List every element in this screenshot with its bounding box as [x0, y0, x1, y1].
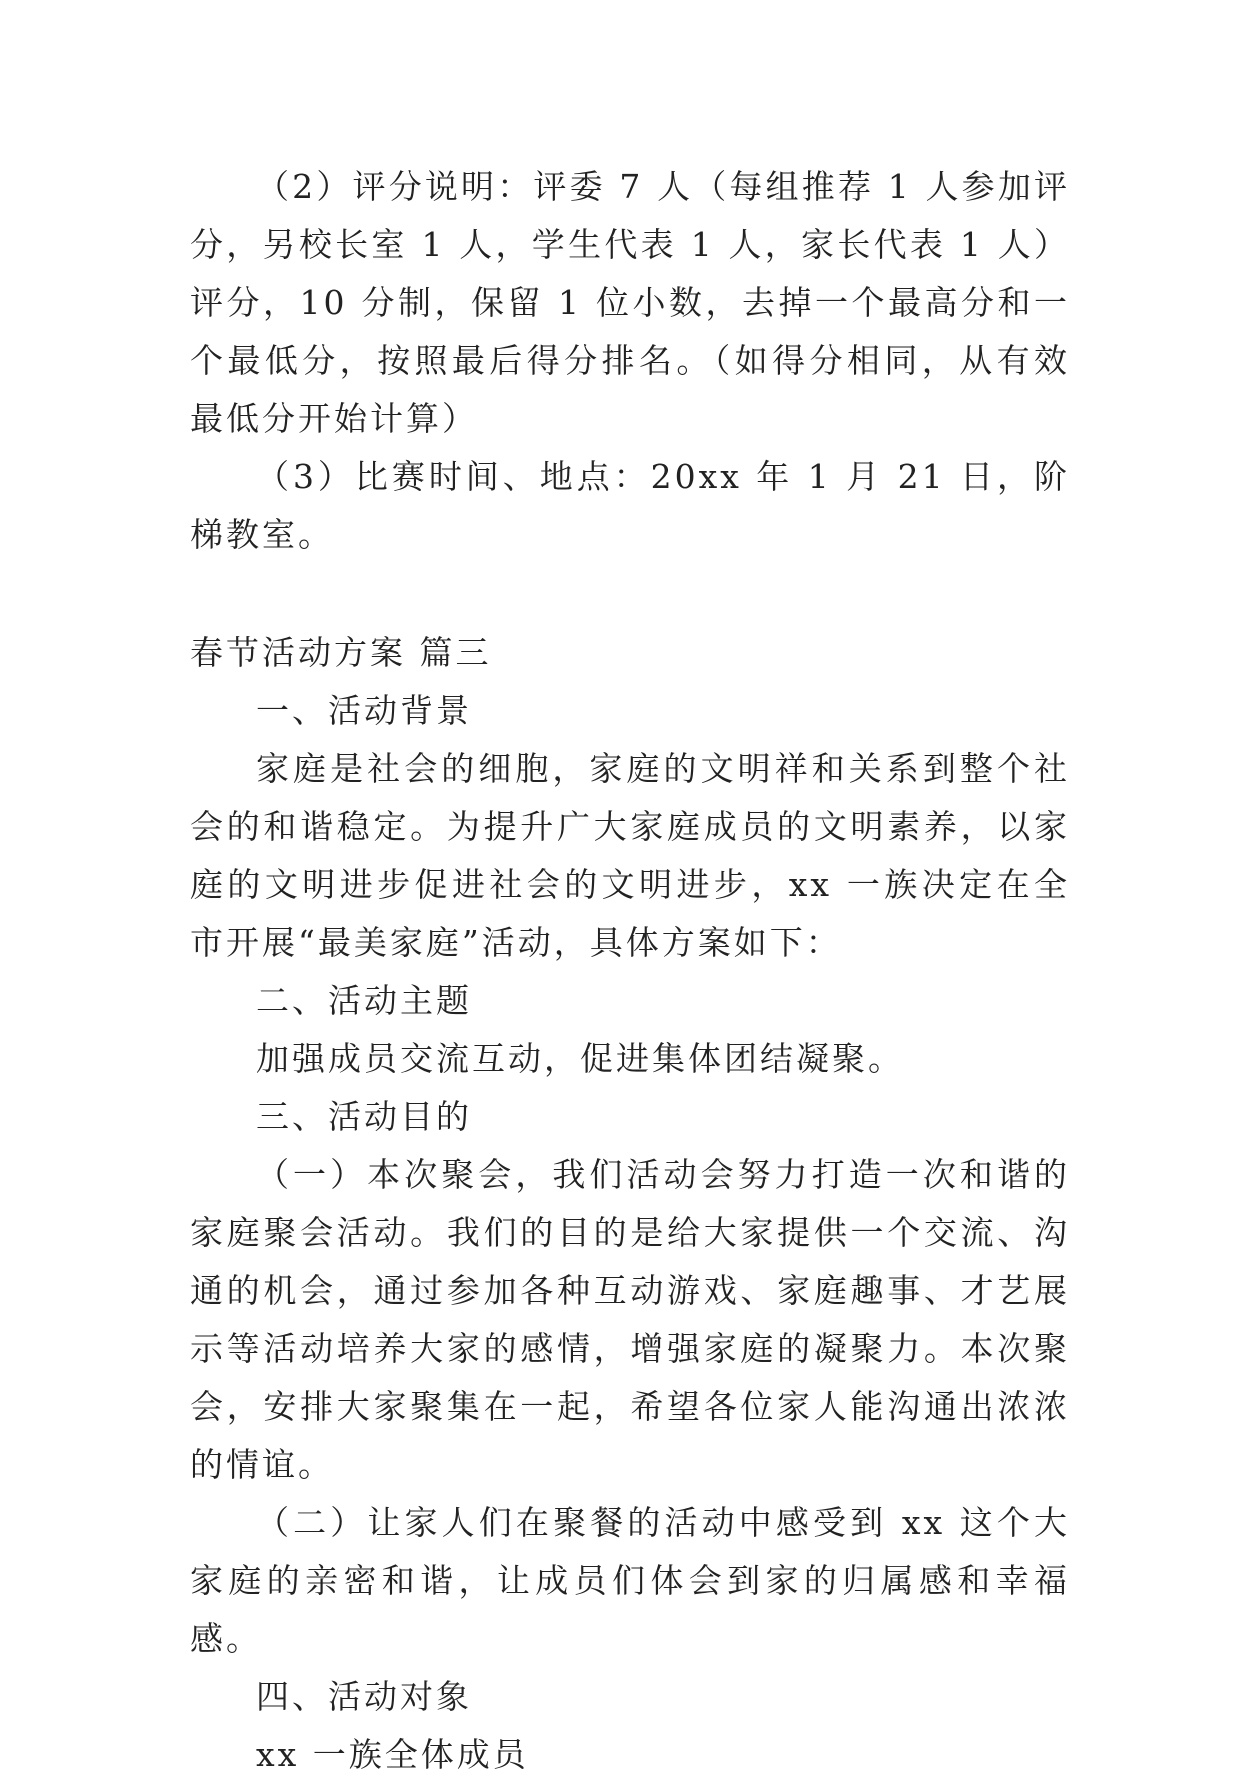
heading-audience: 四、活动对象	[256, 1677, 472, 1716]
document-body	[190, 158, 1070, 1784]
paragraph-purpose-two: （二）让家人们在聚餐的活动中感受到 xx 这个大家庭的亲密和谐，让成员们体会到家的归属感和幸福感。	[190, 1503, 1070, 1658]
heading-purpose: 三、活动目的	[256, 1097, 472, 1136]
paragraph-theme: 加强成员交流互动，促进集体团结凝聚。	[256, 1039, 904, 1078]
heading-theme: 二、活动主题	[256, 981, 472, 1020]
section-title: 春节活动方案 篇三	[190, 633, 492, 672]
paragraph-audience: xx 一族全体成员	[256, 1735, 529, 1774]
paragraph-purpose-one: （一）本次聚会，我们活动会努力打造一次和谐的家庭聚会活动。我们的目的是给大家提供一个交流、沟通的机会，通过参加各种互动游戏、家庭趣事、才艺展示等活动培养大家的感情，增强家庭的凝聚力。本次聚会，安排大家聚集在一起，希望各位家人能沟通出浓浓的情谊。	[190, 1155, 1070, 1484]
paragraph-competition-time-place: （3）比赛时间、地点：20xx 年 1 月 21 日，阶梯教室。	[190, 457, 1070, 554]
paragraph-background: 家庭是社会的细胞，家庭的文明祥和关系到整个社会的和谐稳定。为提升广大家庭成员的文明素养，以家庭的文明进步促进社会的文明进步，xx 一族决定在全市开展“最美家庭”活动，具体方案如下：	[190, 749, 1070, 962]
heading-background: 一、活动背景	[256, 691, 472, 730]
paragraph-scoring-rules: （2）评分说明：评委 7 人（每组推荐 1 人参加评分，另校长室 1 人，学生代表 1 人，家长代表 1 人）评分，10 分制，保留 1 位小数，去掉一个最高分和一个最低分，按照最后得分排名。（如得分相同，从有效最低分开始计算）	[190, 167, 1070, 438]
